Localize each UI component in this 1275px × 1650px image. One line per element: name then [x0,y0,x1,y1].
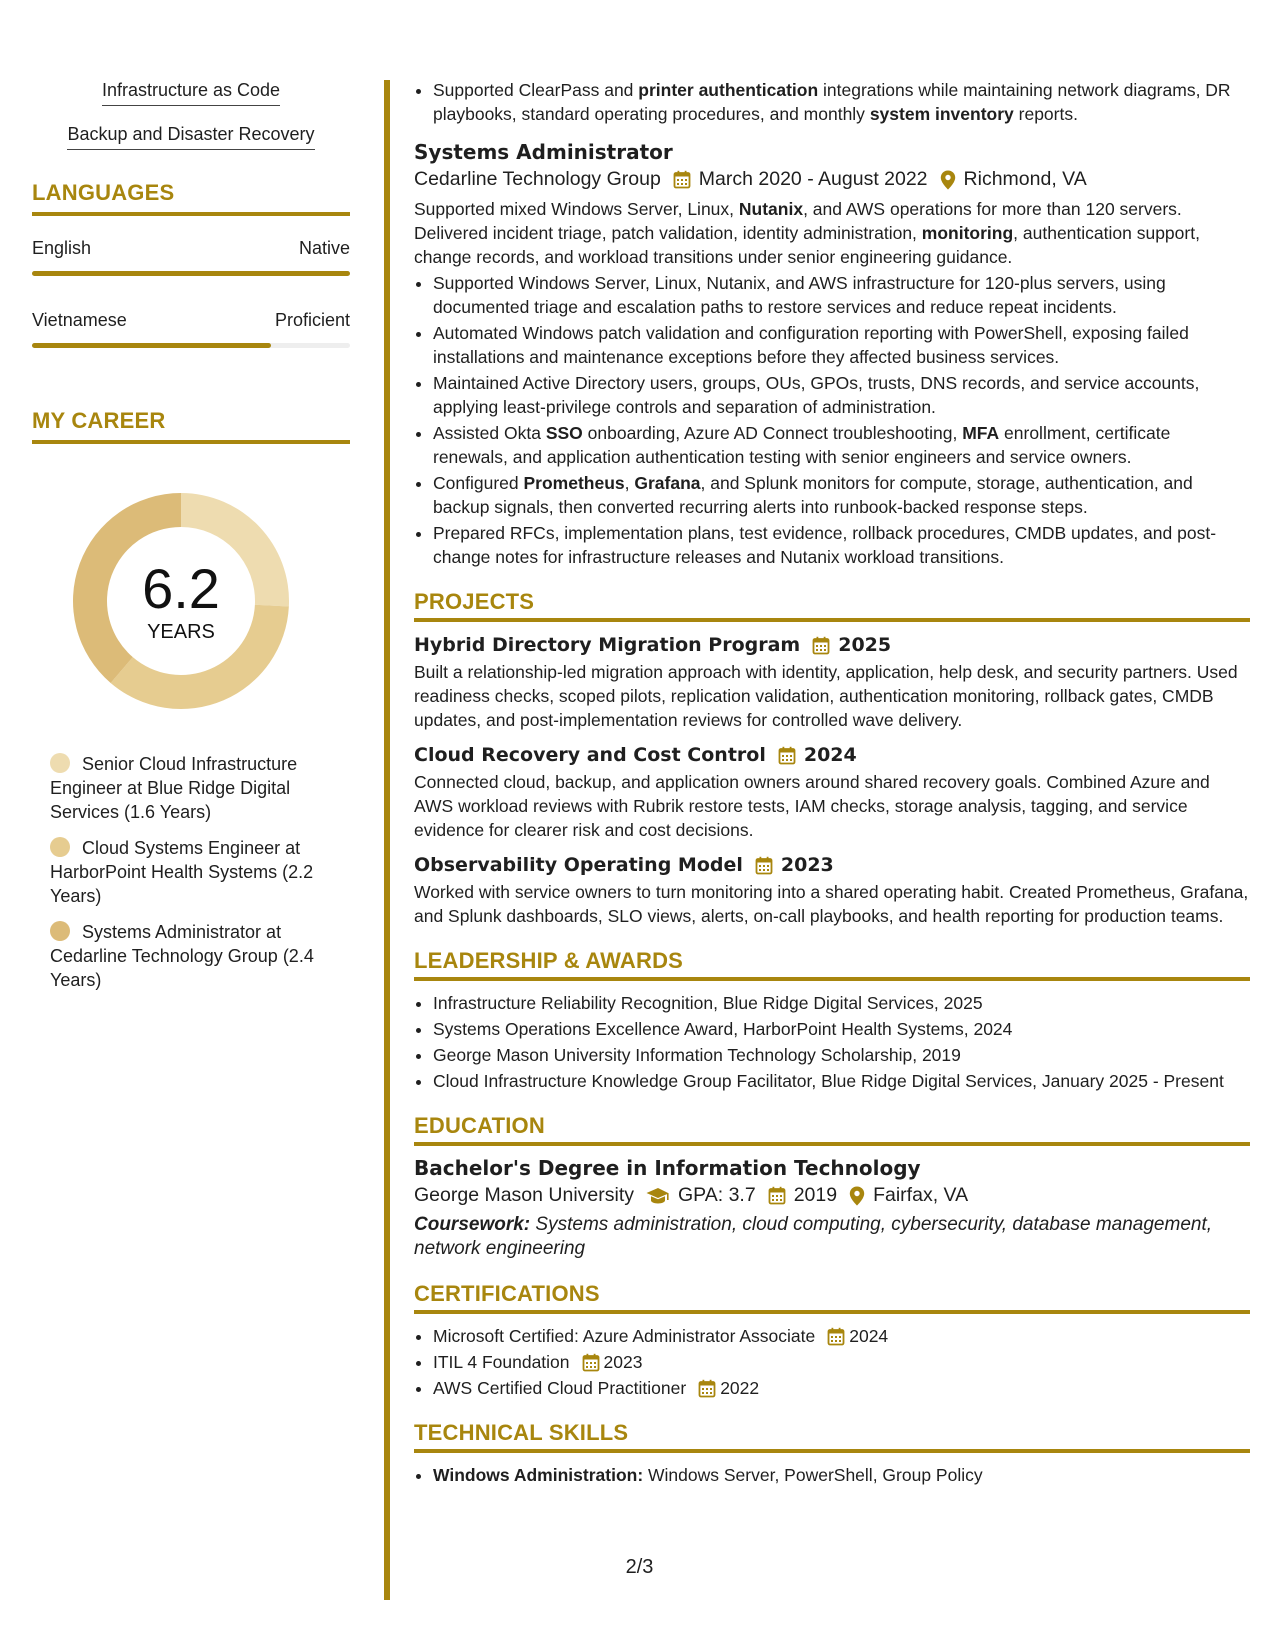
list-item [433,321,1250,369]
legend-dot [50,921,70,941]
coursework [414,1213,1250,1261]
list-item [433,1324,1250,1348]
skill-values: Windows Server, PowerShell, Group Policy [643,1465,983,1485]
gpa: GPA: 3.7 [678,1184,756,1206]
project-description: Built a relationship-led migration approach with identity, application, help desk, and security partners. Used readiness checks, scoped pilots, replication validation, authentication monitoring, rollback gates, CMDB updates, and post-implementation reviews for controlled wave delivery. [414,662,1238,730]
degree-title: Bachelor's Degree in Information Technology [414,1156,921,1180]
text-run: Prepared RFCs, implementation plans, test evidence, rollback procedures, CMDB updates, and post-change notes for infrastructure releases and Nutanix workload transitions. [433,523,1217,567]
bold-text: printer authentication [638,80,819,100]
language-proficiency-bar [32,343,350,348]
calendar-icon [768,1186,786,1205]
certification [433,1324,888,1348]
career-legend-item [50,920,340,992]
language-name: English [32,238,92,258]
text-run: , [624,473,635,493]
bold-text: Nutanix [738,199,804,219]
projects-list [414,634,1250,928]
text-run: integrations while maintaining network diagrams, DR playbooks, standard operating procedures, and monthly [433,80,1231,124]
certification [433,1376,759,1400]
skill-category: Windows Administration: [433,1465,644,1485]
text-run: enrollment, certificate renewals, and application authentication testing with senior engineers and service owners. [433,423,1171,467]
project-year: 2024 [803,744,857,766]
certification-year: 2022 [720,1378,760,1398]
projects-heading: PROJECTS [414,589,1250,622]
career-legend [50,752,340,992]
text-run: Supported mixed Windows Server, Linux, [414,199,739,219]
list-item [433,1376,1250,1400]
project-name: Cloud Recovery and Cost Control [414,744,766,766]
calendar-icon [673,170,691,189]
project-name: Hybrid Directory Migration Program [414,634,801,656]
language-row [32,310,350,331]
list-item [433,471,1250,519]
education-meta [414,1184,1250,1207]
list-item: • Systems Operations Excellence Award, HarborPoint Health Systems, 2024 [433,1017,1250,1041]
languages-list [32,238,350,348]
language-name: Vietnamese [32,310,127,330]
job-title: Systems Administrator [414,140,673,164]
certification-year: 2023 [603,1352,643,1372]
career-total-value: 6.2 [142,556,220,620]
job-dates: March 2020 - August 2022 [698,168,928,190]
bold-text: system inventory [869,104,1014,124]
career-legend-label: Systems Administrator at Cedarline Technology Group (2.4 Years) [50,922,314,990]
legend-dot [50,753,70,773]
language-proficiency-fill [32,271,350,276]
list-item [433,421,1250,469]
text-run: Supported Windows Server, Linux, Nutanix, and AWS infrastructure for 120-plus servers, using documented triage and escalation paths to restore services and reduce repeat incidents. [433,273,1166,317]
list-item [433,1463,1250,1487]
project-year: 2023 [780,854,834,876]
certification-name: • AWS Certified Cloud Practitioner [433,1378,687,1398]
bold-text: SSO [545,423,583,443]
list-item [433,371,1250,419]
location-pin-icon [849,1186,865,1206]
certifications-list [414,1324,1250,1400]
graduation-cap-icon [646,1187,670,1205]
certifications-heading: CERTIFICATIONS [414,1281,1250,1314]
list-item [433,78,1250,126]
text-run: , authentication support, change records, and workload transitions under senior engineering guidance. [414,223,1200,267]
text-run: Configured [433,473,524,493]
location-pin-icon [940,170,956,190]
job-company: Cedarline Technology Group [414,168,661,190]
language-level: Proficient [274,310,350,330]
project-year: 2025 [838,634,892,656]
text-run: , and AWS operations for more than 120 servers. Delivered incident triage, patch validation, identity administration, [414,199,1182,243]
job-summary [414,197,1250,269]
career-legend-label: Senior Cloud Infrastructure Engineer at Blue Ridge Digital Services (1.6 Years) [50,754,298,822]
text-run: Automated Windows patch validation and configuration reporting with PowerShell, exposing failed installations and maintenance exceptions before they affected business services. [433,323,1189,367]
graduation-year: 2019 [793,1184,838,1206]
legend-dot [50,837,70,857]
language-proficiency-bar [32,271,350,276]
text-run: , and Splunk monitors for compute, storage, authentication, and backup signals, then converted recurring alerts into runbook-backed response steps. [433,473,1193,517]
list-item [433,1350,1250,1374]
text-run: Assisted Okta [433,423,546,443]
bold-text: Prometheus [523,473,625,493]
calendar-icon [812,636,830,655]
calendar-icon [698,1379,716,1398]
languages-heading: LANGUAGES [32,180,350,216]
project-description: Connected cloud, backup, and application owners around shared recovery goals. Combined Azure and AWS workload reviews with Rubrik restore tests, IAM checks, storage analysis, tagging, and service evidence for clearer risk and cost decisions. [414,772,1210,840]
school-name: George Mason University [414,1184,635,1206]
calendar-icon [582,1353,600,1372]
career-heading: MY CAREER [32,408,350,444]
career-legend-item [50,752,340,824]
project-title [414,854,1250,876]
sidebar [32,80,350,1004]
page-number: 2/3 [625,1556,654,1578]
text-run: onboarding, Azure AD Connect troubleshooting, [582,423,963,443]
main-content [414,78,1250,1489]
technical-skills-heading: TECHNICAL SKILLS [414,1420,1250,1453]
certification-name: • ITIL 4 Foundation [433,1352,570,1372]
list-item: • George Mason University Information Technology Scholarship, 2019 [433,1043,1250,1067]
job-location: Richmond, VA [963,168,1087,190]
technical-skills-list [414,1463,1250,1487]
text-run: Maintained Active Directory users, groups, OUs, GPOs, trusts, DNS records, and service accounts, applying least-privilege controls and separation of administration. [433,373,1200,417]
certification-name: • Microsoft Certified: Azure Administrator Associate [433,1326,816,1346]
project-name: Observability Operating Model [414,854,743,876]
coursework-label: Coursework: [414,1214,531,1235]
bold-text: MFA [962,423,1000,443]
coursework-text: Systems administration, cloud computing, cybersecurity, database management, network engineering [414,1214,1213,1259]
job-meta [414,168,1250,191]
career-legend-item [50,836,340,908]
list-item: • Cloud Infrastructure Knowledge Group Facilitator, Blue Ridge Digital Services, January 2025 - Present [433,1069,1250,1093]
bold-text: monitoring [921,223,1014,243]
career-total-unit: YEARS [147,620,215,643]
list-item: • Infrastructure Reliability Recognition, Blue Ridge Digital Services, 2025 [433,991,1250,1015]
certification [433,1350,642,1374]
certification-year: 2024 [849,1326,889,1346]
calendar-icon [778,746,796,765]
calendar-icon [827,1327,845,1346]
text-run: reports. [1013,104,1078,124]
career-legend-label: Cloud Systems Engineer at HarborPoint Health Systems (2.2 Years) [50,838,314,906]
project-title [414,634,1250,656]
skill-tag: Infrastructure as Code [32,80,350,106]
list-item [433,521,1250,569]
skill-tag: Backup and Disaster Recovery [32,124,350,150]
project-description: Worked with service owners to turn monitoring into a shared operating habit. Created Prometheus, Grafana, and Splunk dashboards, SLO views, alerts, on-call playbooks, and health reporting for production teams. [414,882,1249,926]
education-heading: EDUCATION [414,1113,1250,1146]
language-proficiency-fill [32,343,271,348]
list-item [433,271,1250,319]
school-location: Fairfax, VA [873,1184,969,1206]
leadership-list [414,991,1250,1093]
language-row [32,238,350,259]
job-bullets [414,271,1250,569]
language-level: Native [298,238,350,258]
project-title [414,744,1250,766]
career-donut-chart [66,486,296,716]
text-run: Supported ClearPass and [433,80,639,100]
leadership-heading: LEADERSHIP & AWARDS [414,948,1250,981]
column-divider [384,80,390,1600]
experience-continued-bullets [414,78,1250,126]
calendar-icon [755,856,773,875]
bold-text: Grafana [634,473,701,493]
